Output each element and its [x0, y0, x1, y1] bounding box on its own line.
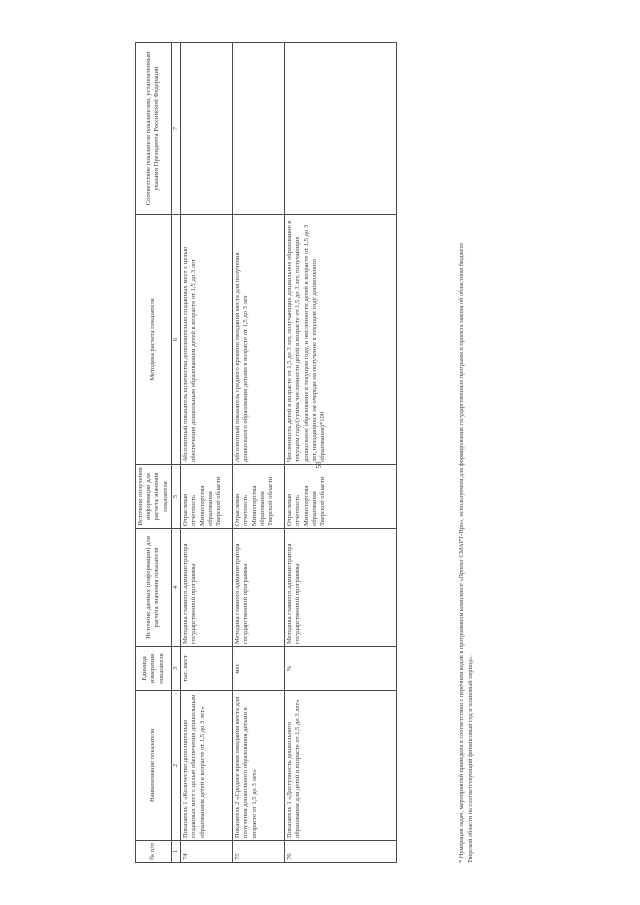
- header-compliance: Соответствие показателя показателям, установленным указами Президента Российской Федерации: [136, 43, 172, 215]
- column-number: 1: [171, 841, 180, 863]
- row-unit: тыс. мест: [181, 647, 233, 691]
- rotated-page-content: [135, 43, 505, 863]
- footnote-line: * Нумерация задач, мероприятий приведена в соответствии с перечнем кодов в программном комплексе «Проект СМАРТ-Про», используемом для формирования государственных программ и проекта закона об областном бюджете: [458, 242, 465, 863]
- header-name: Наименование показателя: [136, 691, 172, 841]
- row-data-source: Методика главного администратора государственной программы: [233, 529, 285, 647]
- column-number: 3: [171, 647, 180, 691]
- row-num: 74: [181, 841, 233, 863]
- column-number: 5: [171, 465, 180, 529]
- header-unit: Единица измерения показателя: [136, 647, 172, 691]
- table-row: [285, 43, 397, 863]
- row-indicator-name: Показатель 1 «Количество дополнительно созданных мест с целью обеспечения дошкольным образованием детей в возрасте от 1,5 до 3 лет»: [181, 691, 233, 841]
- column-number: 6: [171, 215, 180, 465]
- row-compliance: [285, 43, 397, 215]
- column-number: 7: [171, 43, 180, 215]
- row-unit: мес: [233, 647, 285, 691]
- column-number: 2: [171, 691, 180, 841]
- column-number: 4: [171, 529, 180, 647]
- page-number: 53: [315, 461, 323, 469]
- indicators-table: [135, 42, 397, 863]
- header-data-source: Источник данных (информации) для расчета значения показателя: [136, 529, 172, 647]
- row-indicator-name: Показатель 3 «Доступность дошкольного образования для детей в возрасте от 1,5 до 3 лет»: [285, 691, 397, 841]
- footnote-line: Тверской области на соответствующий финансовый год и плановый период».: [467, 655, 475, 863]
- row-info-source: Отраслевая отчетность Министерства образования Тверской области: [233, 465, 285, 529]
- row-data-source: Методика главного администратора государственной программы: [285, 529, 397, 647]
- row-unit: %: [285, 647, 397, 691]
- table-header-row: [136, 43, 172, 863]
- table-row: [181, 43, 233, 863]
- row-indicator-name: Показатель 2 «Среднее время ожидания места для получения дошкольного образования детьми в возрасте от 1,5 до 3 лет»: [233, 691, 285, 841]
- column-number-row: [171, 43, 180, 863]
- row-compliance: [233, 43, 285, 215]
- table-row: [233, 43, 285, 863]
- row-method: Абсолютный показатель количества дополнительно созданных мест с целью обеспечения дошкольным образованием детей в возрасте от 1,5 до 3 лет: [181, 215, 233, 465]
- header-method: Методика расчета показателя: [136, 215, 172, 465]
- row-data-source: Методика главного администратора государственной программы: [181, 529, 233, 647]
- row-info-source: Отраслевая отчетность Министерства образования Тверской области: [181, 465, 233, 529]
- row-compliance: [181, 43, 233, 215]
- header-num: № п/п: [136, 841, 172, 863]
- row-info-source: Отраслевая отчетность Министерства образования Тверской области: [285, 465, 397, 529]
- row-method: Абсолютный показатель среднего времени ожидания места для получения дошкольного образования детьми в возрасте от 1,5 до 3 лет: [233, 215, 285, 465]
- row-num: 75: [233, 841, 285, 863]
- footnote: [457, 43, 476, 863]
- header-info-source: Источник получения информации для расчета значения показателя: [136, 465, 172, 529]
- row-method: Численность детей в возрасте от 1,5 до 3 лет, получающих дошкольное образование в текущем году/(сумма численности детей в возрасте от 1,5 до 3 лет, получающих дошкольное образование в текущем году, и численности детей в возрасте от 1,5 до 3 лет, находящихся на очереди на получение в текущем году дошкольного образования)*100: [285, 215, 397, 465]
- row-num: 76: [285, 841, 397, 863]
